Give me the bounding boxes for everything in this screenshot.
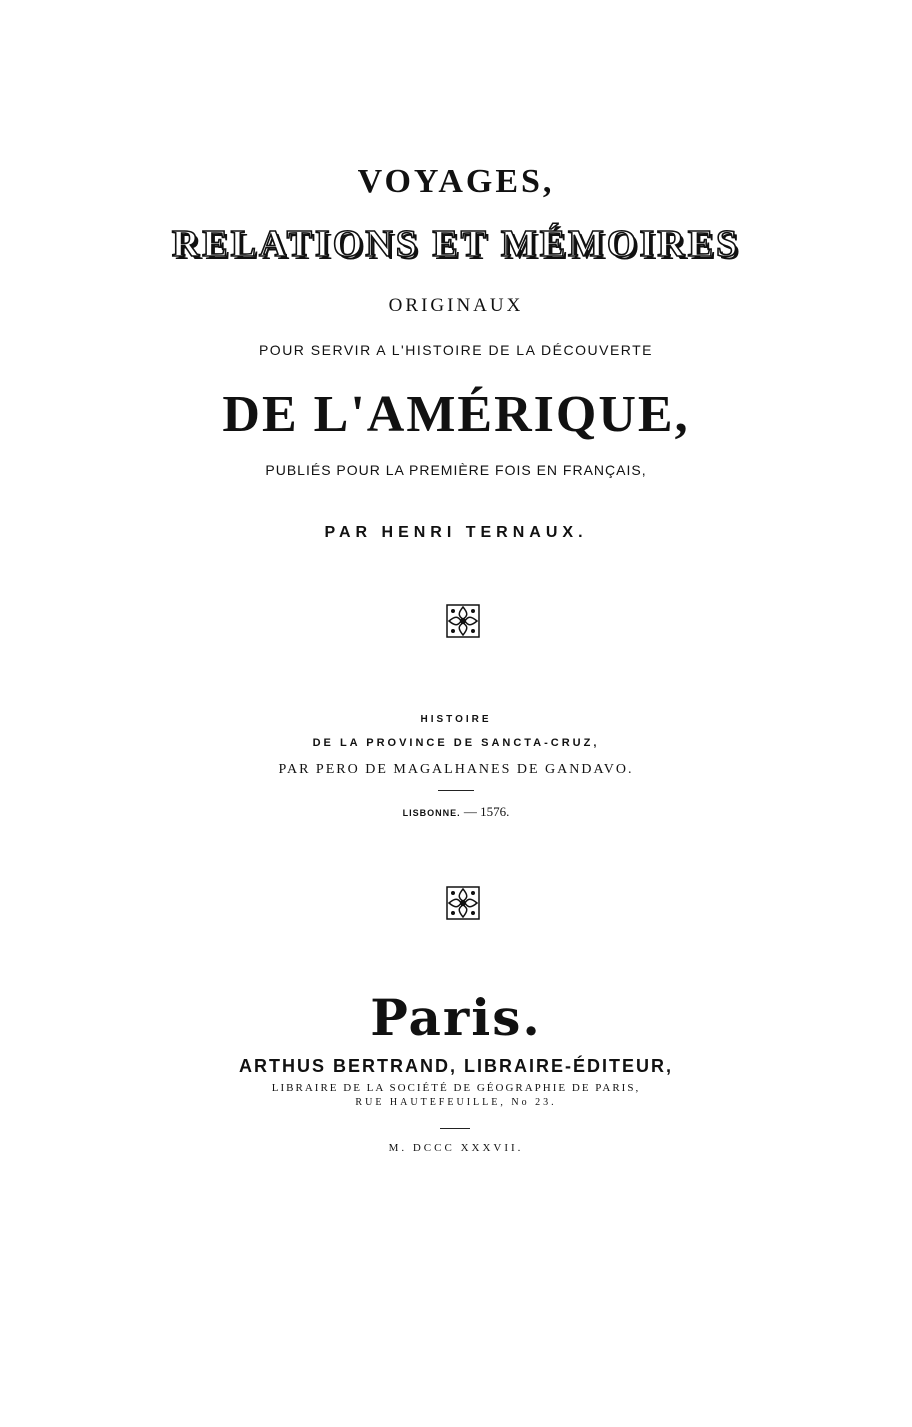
work-place: LISBONNE. — [402, 808, 461, 818]
work-place-date — [0, 804, 912, 820]
imprint-society: LIBRAIRE DE LA SOCIÉTÉ DE GÉOGRAPHIE DE PARIS, — [271, 1082, 641, 1094]
divider — [438, 790, 474, 791]
work-histoire: HISTOIRE — [420, 714, 492, 725]
fleuron-icon — [446, 886, 480, 920]
fleuron-icon — [446, 604, 480, 638]
title-pour-servir: POUR SERVIR A L'HISTOIRE DE LA DÉCOUVERTE — [258, 342, 654, 358]
title-voyages: VOYAGES, — [357, 163, 555, 200]
title-originaux: ORIGINAUX — [388, 295, 524, 316]
work-year: — 1576. — [463, 804, 510, 819]
work-author: PAR PERO DE MAGALHANES DE GANDAVO. — [278, 762, 634, 777]
imprint-city: Paris. — [370, 988, 542, 1047]
author-line: PAR HENRI TERNAUX. — [324, 524, 588, 541]
work-province: DE LA PROVINCE DE SANCTA-CRUZ, — [312, 737, 600, 749]
title-publies: PUBLIÉS POUR LA PREMIÈRE FOIS EN FRANÇAIS, — [265, 462, 647, 478]
title-relations: RELATIONS ET MÉMOIRES — [171, 223, 741, 265]
title-amerique: DE L'AMÉRIQUE, — [222, 386, 690, 443]
imprint-publisher: ARTHUS BERTRAND, LIBRAIRE-ÉDITEUR, — [239, 1056, 673, 1076]
imprint-address: RUE HAUTEFEUILLE, No 23. — [355, 1097, 557, 1108]
divider — [440, 1128, 470, 1129]
imprint-date: M. DCCC XXXVII. — [388, 1142, 524, 1154]
